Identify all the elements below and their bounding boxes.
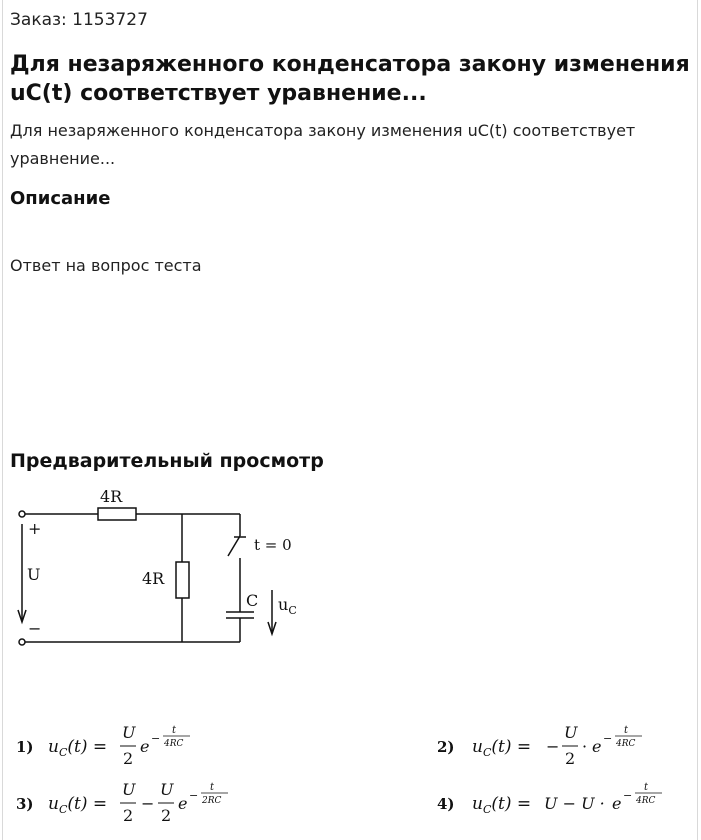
answer-3-exp-base: e — [178, 794, 188, 813]
switch-blade — [228, 536, 240, 556]
terminal-top — [19, 511, 25, 517]
answer-2-number: 2) — [437, 738, 455, 756]
answer-4-exp-t: t — [644, 782, 649, 793]
resistor-middle-label: 4R — [142, 569, 165, 588]
page-subtitle: Для незаряженного конденсатора закону изменения uC(t) соответствует уравнение... — [10, 121, 636, 168]
answer-3-num-1: U — [122, 780, 136, 799]
answer-1-den: 2 — [123, 749, 134, 768]
switch-label: t = 0 — [254, 536, 292, 554]
description-heading: Описание — [10, 188, 111, 209]
answer-1-num: U — [122, 723, 136, 742]
order-number: Заказ: 1153727 — [10, 10, 148, 30]
answer-1-exp-minus: − — [151, 732, 161, 745]
answer-2-num: U — [564, 723, 578, 742]
answer-3-exp-minus: − — [189, 789, 199, 802]
page-title: Для незаряженного конденсатора закону изменения uC(t) соответствует уравнение... — [10, 52, 690, 106]
answer-2-dot: · — [582, 737, 588, 756]
terminal-bottom — [19, 639, 25, 645]
preview-heading: Предварительный просмотр — [10, 450, 324, 472]
capacitor-label: C — [246, 591, 259, 610]
answer-2-exp-rc: 4RC — [616, 739, 636, 749]
answer-1-exp-rc: 4RC — [164, 739, 184, 749]
answer-1-number: 1) — [16, 738, 34, 756]
answer-3-num-2: U — [160, 780, 174, 799]
description-text: Ответ на вопрос теста — [10, 256, 202, 275]
answer-1-exp-t: t — [172, 725, 177, 736]
answer-3-den-1: 2 — [123, 806, 134, 825]
answer-2-exp-t: t — [624, 725, 629, 736]
answer-4 — [437, 782, 662, 816]
voltage-label: $u_C$ — [278, 595, 297, 617]
answer-2 — [437, 723, 642, 768]
answer-4-exp-base: e — [612, 794, 622, 813]
answer-3-lhs: $u_C(t)$ = — [48, 794, 108, 816]
answer-2-den: 2 — [565, 749, 576, 768]
answer-2-minus: − — [546, 737, 560, 756]
answer-1-lhs: $u_C(t)$ = — [48, 737, 108, 759]
answer-3 — [16, 780, 228, 825]
answer-2-lhs: $u_C(t)$ = — [472, 737, 532, 759]
answer-3-exp-rc: 2RC — [202, 796, 222, 806]
answer-3-exp-t: t — [210, 782, 215, 793]
preview-image — [0, 480, 701, 840]
source-label: U — [27, 565, 41, 584]
answer-3-den-2: 2 — [161, 806, 172, 825]
answer-4-rhs: U − U · — [544, 794, 605, 813]
resistor-top-label: 4R — [100, 487, 123, 506]
answer-4-lhs: $u_C(t)$ = — [472, 794, 532, 816]
resistor-middle — [176, 562, 189, 598]
answer-4-exp-minus: − — [623, 789, 633, 802]
answer-3-number: 3) — [16, 795, 34, 813]
answer-2-exp-base: e — [592, 737, 602, 756]
answer-1-exp-base: e — [140, 737, 150, 756]
answer-2-exp-minus: − — [603, 732, 613, 745]
plus-sign: + — [28, 519, 42, 538]
minus-sign: − — [28, 619, 42, 638]
answer-1 — [16, 723, 190, 768]
answer-4-number: 4) — [437, 795, 455, 813]
resistor-top — [98, 508, 136, 520]
answer-3-minus: − — [141, 794, 155, 813]
answer-4-exp-rc: 4RC — [636, 796, 656, 806]
